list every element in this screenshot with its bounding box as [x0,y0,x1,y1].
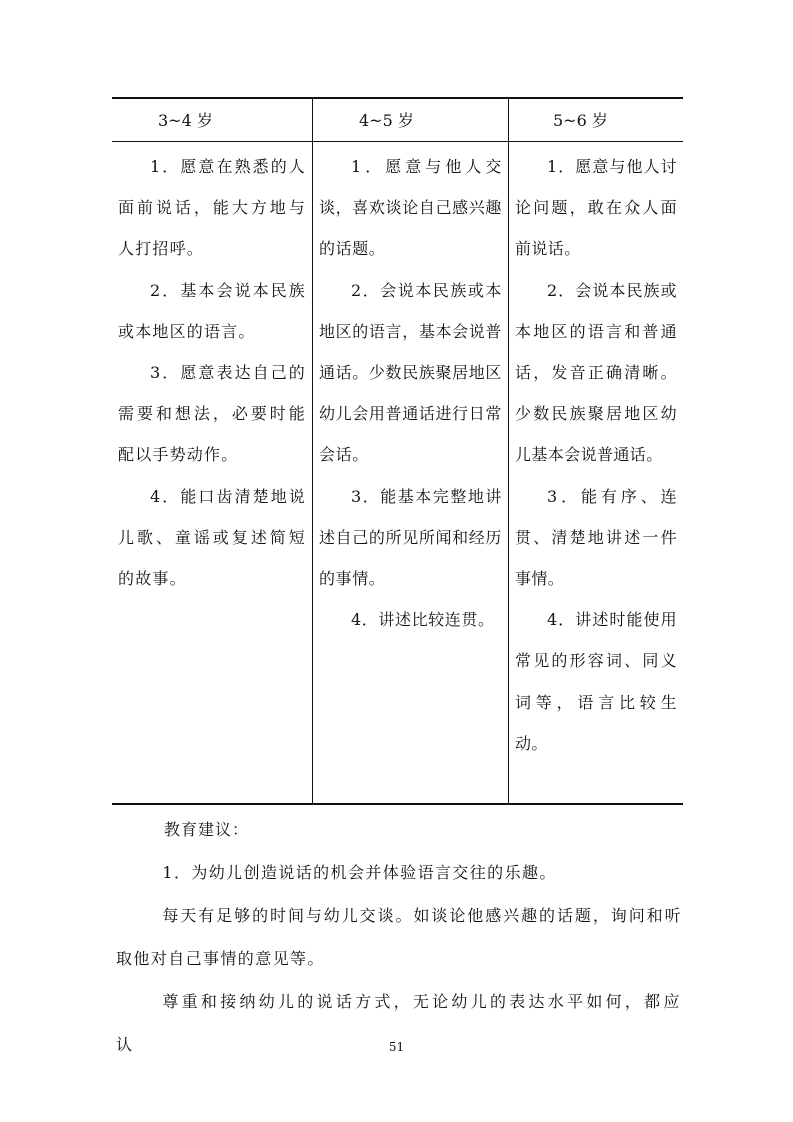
goal-item: 4．能口齿清楚地说儿歌、童谣或复述简短的故事。 [118,486,306,589]
column-body [112,142,312,599]
goal-item: 2．会说本民族或本地区的语言和普通话，发音正确清晰。少数民族聚居地区幼儿基本会说普通话。 [515,280,677,465]
advice-heading: 教育建议： [164,820,250,839]
goal-item: 2．基本会说本民族或本地区的语言。 [118,280,306,341]
education-advice [116,808,682,1066]
page-number: 51 [388,1040,405,1054]
goal-item: 4．讲述比较连贯。 [351,610,495,630]
goal-item: 3．能有序、连贯、清楚地讲述一件事情。 [515,486,677,589]
goal-item: 1．愿意与他人讨论问题，敢在众人面前说话。 [515,157,677,259]
goals-table [112,97,683,805]
goal-item: 1．愿意在熟悉的人面前说话，能大方地与人打招呼。 [118,157,306,259]
column-header: 4~5 岁 [313,99,508,142]
goal-item: 3．能基本完整地讲述自己的所见所闻和经历的事情。 [319,486,502,589]
advice-paragraph: 尊重和接纳幼儿的说话方式，无论幼儿的表达水平如何，都应认 [116,992,682,1054]
column-body [509,142,683,764]
table-column-age-4-5 [312,99,508,803]
column-body [313,142,508,640]
goal-item: 1．愿意与他人交谈，喜欢谈论自己感兴趣的话题。 [319,157,502,259]
column-header: 5~6 岁 [509,99,683,142]
goal-item: 3．愿意表达自己的需要和想法，必要时能配以手势动作。 [118,363,306,465]
goal-item: 4．讲述时能使用常见的形容词、同义词等，语言比较生动。 [515,610,677,753]
table-column-age-5-6 [508,99,683,803]
advice-paragraph: 每天有足够的时间与幼儿交谈。如谈论他感兴趣的话题，询问和听取他对自己事情的意见等。 [116,906,682,968]
advice-paragraph: 1．为幼儿创造说话的机会并体验语言交往的乐趣。 [162,863,557,882]
table-column-age-3-4 [112,99,312,803]
goal-item: 2．会说本民族或本地区的语言，基本会说普通话。少数民族聚居地区幼儿会用普通话进行日常会话。 [319,280,502,465]
column-header: 3~4 岁 [112,99,312,142]
